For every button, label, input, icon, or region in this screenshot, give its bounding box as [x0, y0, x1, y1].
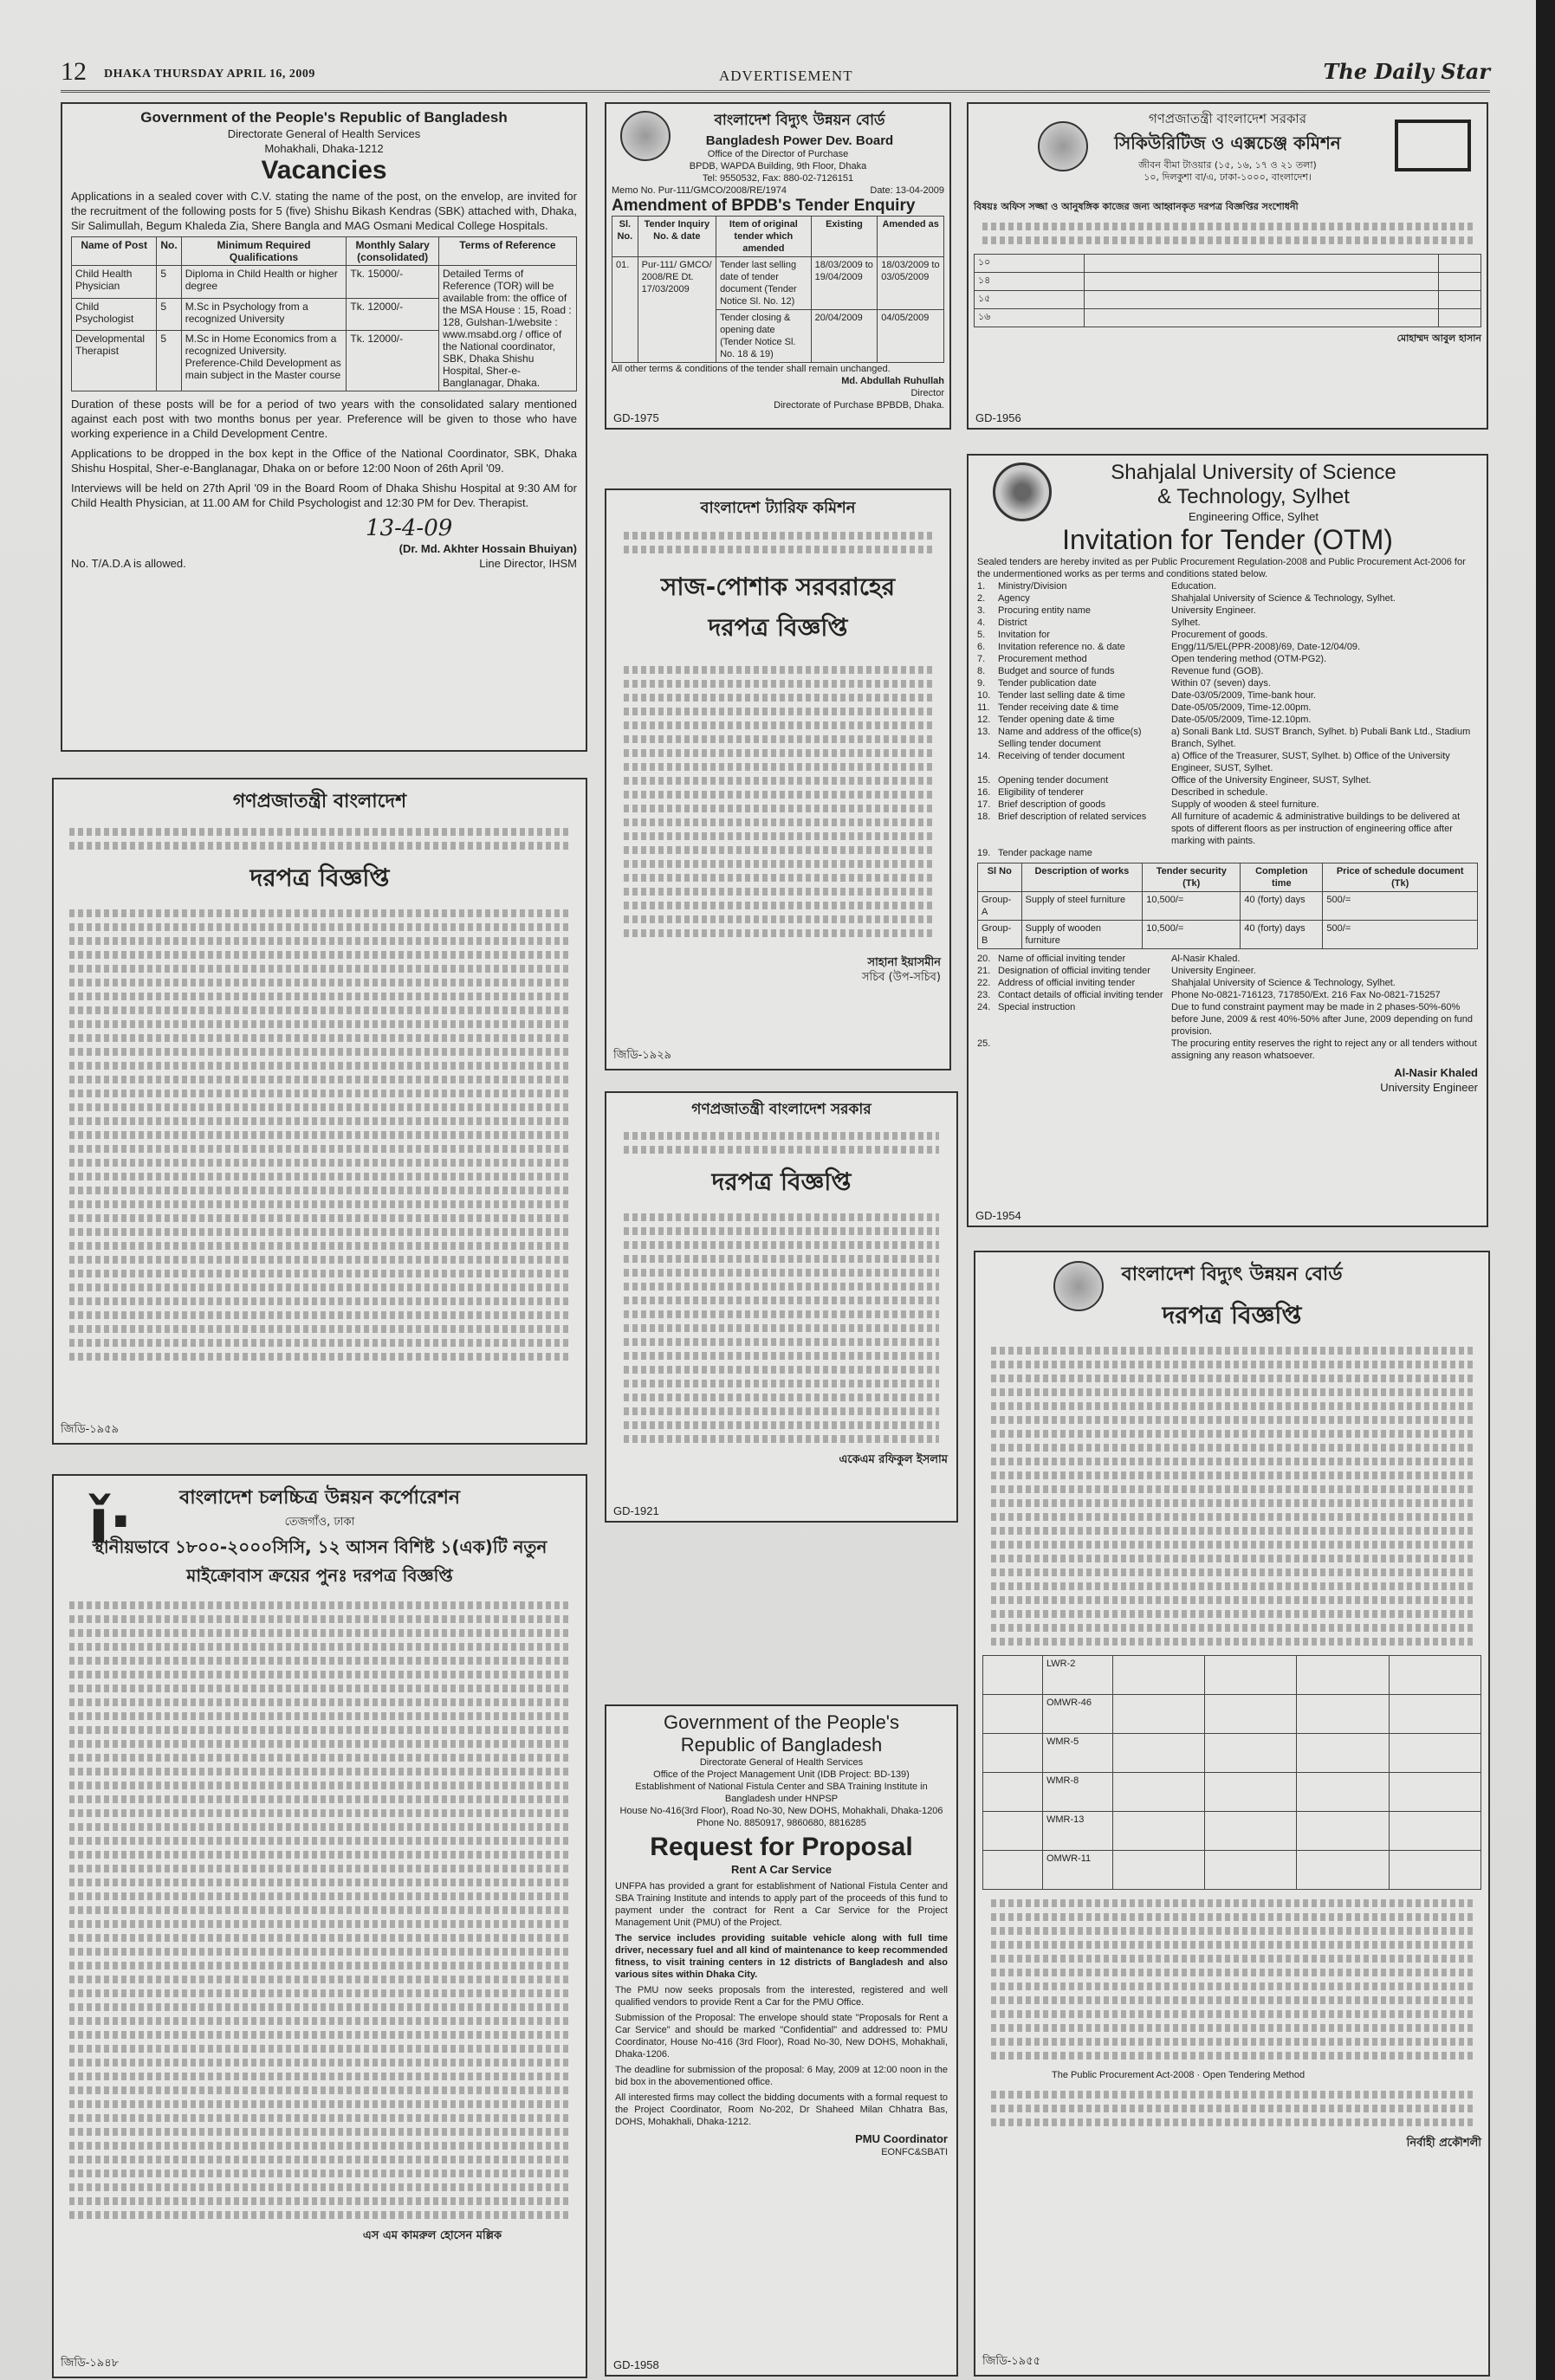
sec-name: সিকিউরিটিজ ও এক্সচেঞ্জ কমিশন	[1114, 133, 1341, 153]
scan-edge	[1536, 0, 1555, 2380]
field-label: District	[998, 618, 1027, 628]
cell: 500/=	[1323, 921, 1478, 949]
vac-title: Vacancies	[261, 156, 387, 184]
field-row	[977, 1038, 1478, 1062]
sust-intro: Sealed tenders are hereby invited as per Public Procurement Regulation-2008 and Public Procurement Act-2006 for the undermentioned works as per terms and conditions stated below.	[977, 557, 1466, 579]
field-num: 9.	[977, 678, 986, 689]
rfp-p5: The deadline for submission of the proposal: 6 May, 2009 at 12:00 noon in the bid box in the abovementioned office.	[615, 2065, 948, 2087]
field-label: Opening tender document	[998, 775, 1109, 786]
cell: WMR-8	[1043, 1773, 1113, 1812]
field-row	[977, 989, 1478, 1001]
jh-title: দরপত্র বিজ্ঞপ্তি	[711, 1167, 852, 1196]
field-value: Due to fund constraint payment may be made in 2 phases-50%-60% before June, 2009 & rest 40%-50% after June, 2009 depending on fund provision.	[1171, 1002, 1473, 1037]
law-text: The Public Procurement Act-2008	[1052, 2070, 1195, 2080]
field-num: 19.	[977, 848, 991, 858]
field-num: 8.	[977, 666, 986, 676]
vac-signer: (Dr. Md. Akhter Hossain Bhuiyan)	[398, 542, 577, 555]
table-row	[975, 291, 1481, 309]
field-row	[977, 977, 1478, 989]
bpdb-addr: BPDB, WAPDA Building, 9th Floor, Dhaka	[689, 161, 867, 171]
sust-title: Invitation for Tender (OTM)	[1062, 524, 1393, 555]
field-value: University Engineer.	[1171, 966, 1256, 976]
field-label	[998, 1038, 1171, 1062]
vac-signer-title: Line Director, IHSM	[479, 557, 577, 570]
field-value	[1171, 847, 1478, 859]
jhenaidah-tender-ad	[605, 1091, 958, 1523]
th: Description of works	[1021, 863, 1143, 892]
cell: 5	[157, 331, 181, 391]
bpdb-office: Office of the Director of Purchase	[707, 149, 849, 159]
field-row	[977, 629, 1478, 641]
field-num: 22.	[977, 978, 991, 988]
field-num: 7.	[977, 654, 986, 664]
rfp-est: Establishment of National Fistula Center and SBA Training Institute in Bangladesh under HNPSP	[635, 1782, 928, 1804]
jh-signer: একেএম রফিকুল ইসলাম	[839, 1453, 948, 1466]
cell: 04/05/2009	[878, 310, 944, 363]
field-label: Budget and source of funds	[998, 666, 1115, 676]
cell: ১৪	[975, 273, 1085, 291]
table-row	[983, 1773, 1481, 1812]
th: Existing	[811, 217, 878, 257]
field-label: Brief description of goods	[998, 799, 1106, 810]
bfdc-title1: স্থানীয়ভাবে ১৮০০-২০০০সিসি, ১২ আসন বিশিষ্ট ১(এক)টি নতুন	[92, 1536, 547, 1557]
rfp-p1: UNFPA has provided a grant for establishment of National Fistula Center and SBA Training Institute and intends to apply part of the proceeds of this fund to payment under the contract for Rent a Car Service for the Project Management Unit (PMU) of the Project.	[615, 1881, 948, 1928]
rfp-gov2: Republic of Bangladesh	[680, 1734, 883, 1756]
vac-p1: Duration of these posts will be for a period of two years with the consolidated salary mentioned against each post with two months bonus per year. Preference will be given to those who have working experience in a Child Development Centre.	[71, 398, 577, 440]
package-table	[977, 863, 1478, 949]
field-value: Revenue fund (GOB).	[1171, 666, 1264, 676]
th-terms: Terms of Reference	[439, 237, 577, 266]
field-value: Shahjalal University of Science & Technology, Sylhet.	[1171, 593, 1396, 604]
rfp-ad	[605, 1704, 958, 2377]
th: Tender security (Tk)	[1143, 863, 1241, 892]
th: Sl. No.	[612, 217, 638, 257]
field-value: Sylhet.	[1171, 618, 1201, 628]
sust-logo-icon	[993, 462, 1052, 521]
cell: Tender closing & opening date (Tender Notice Sl. No. 18 & 19)	[716, 310, 812, 363]
sust-name1: Shahjalal University of Science	[1111, 461, 1396, 484]
bfdc-title2: মাইক্রোবাস ক্রয়ের পুনঃ দরপত্র বিজ্ঞপ্তি	[186, 1565, 453, 1586]
table-row	[978, 892, 1478, 921]
bpdb-name: Bangladesh Power Dev. Board	[705, 133, 894, 148]
field-label: Agency	[998, 593, 1030, 604]
sust-fields-list	[977, 580, 1478, 859]
cell: Tk. 15000/-	[347, 266, 439, 299]
field-value: The procuring entity reserves the right to reject any or all tenders without assigning any reason whatsoever.	[1171, 1038, 1477, 1061]
cell: Supply of steel furniture	[1021, 892, 1143, 921]
rfp-p2: The service includes providing suitable vehicle along with full time driver, necessary fuel and all kind of maintenance to keep recommended fitness, to visit training centers in 12 districts of Bangladesh and also various sites within Dhaka City.	[615, 1933, 948, 1980]
cell: ১৬	[975, 309, 1085, 327]
field-row	[977, 605, 1478, 617]
field-value: Al-Nasir Khaled.	[1171, 954, 1241, 964]
bpdb-bn-emblem-icon	[1053, 1261, 1104, 1311]
bfdc-sub: তেজগাঁও, ঢাকা	[284, 1516, 355, 1529]
cell: OMWR-46	[1043, 1695, 1113, 1734]
field-label: Invitation for	[998, 630, 1050, 640]
field-row	[977, 965, 1478, 977]
field-label: Name and address of the office(s) Selling tender document	[998, 727, 1142, 749]
field-label: Tender receiving date & time	[998, 702, 1119, 713]
field-num: 10.	[977, 690, 991, 701]
field-value: Open tendering method (OTM-PG2).	[1171, 654, 1327, 664]
cell: 40 (forty) days	[1241, 921, 1323, 949]
field-num: 17.	[977, 799, 991, 810]
sust-tender-ad	[967, 454, 1488, 1227]
bfdc-gd: জিডি-১৯৪৮	[61, 2357, 120, 2370]
rfp-addr: House No-416(3rd Floor), Road No-30, New DOHS, Mohakhali, Dhaka-1206	[619, 1806, 943, 1816]
bpdb-emblem-icon	[620, 111, 671, 161]
field-label: Receiving of tender document	[998, 751, 1125, 761]
masthead: The Daily Star	[1323, 59, 1490, 84]
th-post: Name of Post	[72, 237, 157, 266]
table-row	[978, 921, 1478, 949]
rfp-sub: Rent A Car Service	[730, 1863, 833, 1876]
bpdb-bn-name: বাংলাদেশ বিদ্যুৎ উন্নয়ন বোর্ড	[1121, 1264, 1343, 1285]
section-title: ADVERTISEMENT	[719, 68, 853, 84]
field-row	[977, 953, 1478, 965]
sec-gov: গণপ্রজাতন্ত্রী বাংলাদেশ সরকার	[1148, 111, 1307, 126]
cell: M.Sc in Psychology from a recognized University	[181, 298, 347, 331]
field-num: 12.	[977, 715, 991, 725]
field-row	[977, 653, 1478, 665]
cell: 01.	[612, 257, 638, 363]
vac-p2: Applications to be dropped in the box kept in the Office of the National Coordinator, SBK, Dhaka Shishu Hospital, Sher-e-Banglanagar, Dhaka on or before 12:00 Noon of 26th April '09.	[71, 447, 577, 475]
field-row	[977, 677, 1478, 689]
sec-addr2: ১০, দিলকুশা বা/এ, ঢাকা-১০০০, বাংলাদেশ।	[1144, 171, 1312, 183]
sec-notice-ad	[967, 102, 1488, 430]
sec-gd: GD-1956	[975, 411, 1021, 424]
rfp-p3: The PMU now seeks proposals from the interested, registered and well qualified vendors to provide Rent a Car for the PMU Office.	[615, 1985, 948, 2008]
cell: Group-A	[978, 892, 1022, 921]
field-num: 13.	[977, 727, 991, 737]
bpdb-amendment-ad	[605, 102, 951, 430]
cell: 5	[157, 266, 181, 299]
sust-name2: & Technology, Sylhet	[1157, 485, 1350, 508]
sust-signer: Al-Nasir Khaled	[1394, 1066, 1478, 1079]
page-number: 12	[61, 57, 87, 86]
amend-table	[612, 216, 944, 363]
field-num: 1.	[977, 581, 986, 592]
vac-tada: No. T/A.D.A is allowed.	[71, 557, 186, 570]
vacancies-ad	[61, 102, 587, 752]
btc-signer-title: সচিব (উপ-সচিব)	[861, 971, 941, 984]
field-row	[977, 750, 1478, 774]
sec-subject: বিষয়ঃ অফিস সজ্জা ও আনুষঙ্গিক কাজের জন্য আহ্বানকৃত দরপত্র বিজ্ঞপ্তির সংশোধনী	[974, 201, 1299, 212]
field-label: Tender publication date	[998, 678, 1097, 689]
cell: 10,500/=	[1143, 892, 1241, 921]
th: Sl No	[978, 863, 1022, 892]
field-num: 24.	[977, 1002, 991, 1012]
field-row	[977, 641, 1478, 653]
table-row	[983, 1851, 1481, 1890]
cell: ১০	[975, 255, 1085, 273]
bpdb-bn-signer: নির্বাহী প্রকৌশলী	[1406, 2137, 1481, 2150]
cell: 5	[157, 298, 181, 331]
bpdb-bn-law: The Public Procurement Act-2008 · Open Tendering Method	[1052, 2070, 1306, 2080]
th-qual: Minimum Required Qualifications	[181, 237, 347, 266]
rfp-office: Office of the Project Management Unit (IDB Project: BD-139)	[653, 1769, 910, 1780]
bpdb-title: Amendment of BPDB's Tender Enquiry	[612, 197, 916, 215]
bpdb-memo: Memo No. Pur-111/GMCO/2008/RE/1974	[612, 185, 787, 196]
bpdb-bn-tender-ad	[974, 1251, 1490, 2377]
lot-table	[982, 1655, 1481, 1890]
rfp-gd: GD-1958	[613, 2358, 659, 2371]
bpdb-signer-title: Director	[910, 388, 944, 398]
bpdb-footnote: All other terms & conditions of the tender shall remain unchanged.	[612, 364, 891, 374]
th: Completion time	[1241, 863, 1323, 892]
field-row	[977, 847, 1478, 859]
field-value: Education.	[1171, 581, 1216, 592]
table-row	[975, 255, 1481, 273]
field-value: Office of the University Engineer, SUST, Sylhet.	[1171, 775, 1371, 786]
cell: Tender last selling date of tender document (Tender Notice Sl. No. 12)	[716, 257, 812, 310]
th-salary: Monthly Salary (consolidated)	[347, 237, 439, 266]
cell: Tk. 12000/-	[347, 331, 439, 391]
field-label: Procurement method	[998, 654, 1087, 664]
field-label: Tender last selling date & time	[998, 690, 1125, 701]
vac-signature: 13-4-09	[366, 515, 453, 541]
vacancy-table	[71, 236, 577, 391]
field-num: 15.	[977, 775, 991, 786]
field-value: Phone No-0821-716123, 717850/Ext. 216 Fax No-0821-715257	[1171, 990, 1441, 1000]
field-value: Within 07 (seven) days.	[1171, 678, 1271, 689]
cell: 10,500/=	[1143, 921, 1241, 949]
field-label: Tender package name	[998, 848, 1092, 858]
cell: Developmental Therapist	[72, 331, 157, 391]
field-row	[977, 799, 1478, 811]
vac-p3: Interviews will be held on 27th April '09 in the Board Room of Dhaka Shishu Hospital at 9:30 AM for Child Health Physician, at 11.00 AM for Child Psychologist and 12:30 PM for Dev. Therapist.	[71, 482, 577, 509]
forest-tender-ad	[52, 778, 587, 1445]
field-num: 23.	[977, 990, 991, 1000]
field-num: 16.	[977, 787, 991, 798]
field-row	[977, 702, 1478, 714]
field-value: Procurement of goods.	[1171, 630, 1268, 640]
table-row	[975, 273, 1481, 291]
cell: WMR-13	[1043, 1812, 1113, 1851]
field-label: Address of official inviting tender	[998, 978, 1136, 988]
cell: 20/04/2009	[811, 310, 878, 363]
rfp-title: Request for Proposal	[650, 1833, 913, 1861]
table-row	[983, 1812, 1481, 1851]
field-value: Date-05/05/2009, Time-12.10pm.	[1171, 715, 1312, 725]
th: Price of schedule document (Tk)	[1323, 863, 1478, 892]
rfp-p6: All interested firms may collect the bidding documents with a formal request to the Project Coordinator, Room No-202, Dr Shaheed Milan Chhatra Bas, DOHS, Mohakhali, Dhaka-1212.	[615, 2092, 948, 2127]
field-num: 21.	[977, 966, 991, 976]
cell: 40 (forty) days	[1241, 892, 1323, 921]
terms-cell: Detailed Terms of Reference (TOR) will be available from: the office of the MSA House : 15, Road : 128, Gulshan-1/website : www.msabd.org / office of the National coordinator, SBK, Dhaka Shishu Hospital, Sher-e-Banglanagar, Dhaka.	[439, 266, 577, 391]
law2-text: Open Tendering Method	[1202, 2070, 1306, 2080]
bpdb-tel: Tel: 9550532, Fax: 880-02-7126151	[702, 173, 854, 184]
cell: Pur-111/ GMCO/ 2008/RE Dt. 17/03/2009	[638, 257, 716, 363]
table-row	[983, 1695, 1481, 1734]
bpdb-date: Date: 13-04-2009	[870, 185, 944, 196]
field-label: Procuring entity name	[998, 605, 1091, 616]
cell: 18/03/2009 to 03/05/2009	[878, 257, 944, 310]
field-value: Supply of wooden & steel furniture.	[1171, 799, 1319, 810]
vac-dept: Directorate General of Health Services	[227, 127, 421, 140]
tariff-commission-ad	[605, 488, 951, 1070]
sust-fields2-list	[977, 953, 1478, 1062]
field-num: 18.	[977, 812, 991, 822]
cell: Tk. 12000/-	[347, 298, 439, 331]
sust-office: Engineering Office, Sylhet	[1188, 510, 1319, 523]
cell: 18/03/2009 to 19/04/2009	[811, 257, 878, 310]
cell: Child Psychologist	[72, 298, 157, 331]
rfp-phone: Phone No. 8850917, 9860680, 8816285	[697, 1818, 866, 1828]
bpdb-gd: GD-1975	[613, 411, 659, 424]
sust-signer-title: University Engineer	[1380, 1081, 1478, 1094]
field-value: a) Office of the Treasurer, SUST, Sylhet. b) Office of the University Engineer, SUST, Sylhet.	[1171, 751, 1450, 773]
rfp-signer-sub: EONFC&SBATI	[881, 2147, 948, 2157]
bfdc-logo-icon: ǐ·	[88, 1486, 133, 1557]
table-row	[612, 257, 944, 310]
btc-gd: জিডি-১৯২৯	[613, 1049, 672, 1062]
forest-gd: জিডি-১৯৫৯	[61, 1423, 120, 1436]
th: Item of original tender which amended	[716, 217, 812, 257]
vac-intro: Applications in a sealed cover with C.V. stating the name of the post, on the envelop, are invited for the recruitment of the following posts for 5 (five) Shishu Bikash Kendras (SBK) attached with, Dhaka, Sir Salimullah, Begum Khaleda Zia, Shere Bangla and MAG Osmani Medical College Hospitals.	[71, 190, 577, 232]
field-row	[977, 665, 1478, 677]
bpdb-signer-office: Directorate of Purchase BPBDB, Dhaka.	[774, 400, 944, 411]
field-label: Eligibility of tenderer	[998, 787, 1085, 798]
cell: OMWR-11	[1043, 1851, 1113, 1890]
field-row	[977, 592, 1478, 605]
sec-signer: মোহাম্মদ আবুল হাসান	[1396, 333, 1481, 344]
jh-gd: GD-1921	[613, 1504, 659, 1517]
table-row	[72, 266, 577, 299]
th-no: No.	[157, 237, 181, 266]
field-num: 11.	[977, 702, 990, 713]
cell: Diploma in Child Health or higher degree	[181, 266, 347, 299]
field-num: 4.	[977, 618, 986, 628]
bpdb-bn-name: বাংলাদেশ বিদ্যুৎ উন্নয়ন বোর্ড	[714, 112, 885, 129]
field-row	[977, 774, 1478, 786]
field-label: Ministry/Division	[998, 581, 1067, 592]
vac-addr: Mohakhali, Dhaka-1212	[264, 142, 384, 155]
field-row	[977, 617, 1478, 629]
field-value: Date-03/05/2009, Time-bank hour.	[1171, 690, 1316, 701]
btc-name: বাংলাদেশ ট্যারিফ কমিশন	[700, 499, 856, 517]
field-label: Name of official inviting tender	[998, 954, 1126, 964]
bfdc-name: বাংলাদেশ চলচ্চিত্র উন্নয়ন কর্পোরেশন	[178, 1487, 461, 1509]
table-row	[983, 1656, 1481, 1695]
page-header	[61, 54, 1490, 93]
rfp-p4: Submission of the Proposal: The envelope should state "Proposals for Rent a Car Service" and should be marked "Confidential" and addressed to: PMU Coordinator, House No-416 (3rd Floor), Road No-30, New DOHS, Mohakhali, Dhaka-1206.	[615, 2013, 948, 2060]
field-num: 25.	[977, 1038, 991, 1049]
jh-gov: গণপ্রজাতন্ত্রী বাংলাদেশ সরকার	[691, 1101, 871, 1118]
field-value: Engg/11/5/EL(PPR-2008)/69, Date-12/04/09.	[1171, 642, 1361, 652]
forest-gov: গণপ্রজাতন্ত্রী বাংলাদেশ	[232, 791, 407, 812]
th: Tender Inquiry No. & date	[638, 217, 716, 257]
sec-logo-icon	[1395, 120, 1471, 171]
forest-title: দরপত্র বিজ্ঞপ্তি	[249, 863, 390, 892]
th: Amended as	[878, 217, 944, 257]
cell: LWR-2	[1043, 1656, 1113, 1695]
sec-table	[974, 254, 1481, 327]
field-label: Designation of official inviting tender	[998, 966, 1150, 976]
bpdb-signer: Md. Abdullah Ruhullah	[841, 376, 944, 386]
btc-title1: সাজ-পোশাক সরবরাহের	[660, 572, 896, 601]
dateline: DHAKA THURSDAY APRIL 16, 2009	[104, 68, 315, 81]
govt-emblem-icon	[1038, 121, 1088, 171]
field-row	[977, 811, 1478, 847]
rfp-signer: PMU Coordinator	[855, 2132, 948, 2145]
btc-signer: সাহানা ইয়াসমীন	[867, 956, 941, 969]
field-label: Special instruction	[998, 1002, 1076, 1012]
btc-title2: দরপত্র বিজ্ঞপ্তি	[708, 613, 848, 642]
field-label: Invitation reference no. & date	[998, 642, 1125, 652]
field-num: 20.	[977, 954, 991, 964]
field-value: a) Sonali Bank Ltd. SUST Branch, Sylhet. b) Pubali Bank Ltd., Stadium Branch, Sylhet.	[1171, 727, 1471, 749]
cell: Supply of wooden furniture	[1021, 921, 1143, 949]
field-num: 5.	[977, 630, 986, 640]
cell: M.Sc in Home Economics from a recognized University. Preference-Child Development as main subject in the Master course	[181, 331, 347, 391]
cell: Group-B	[978, 921, 1022, 949]
cell: WMR-5	[1043, 1734, 1113, 1773]
field-value: Shahjalal University of Science & Technology, Sylhet.	[1171, 978, 1396, 988]
field-num: 14.	[977, 751, 991, 761]
field-num: 2.	[977, 593, 986, 604]
field-value: All furniture of academic & administrative buildings to be delivered at spots of different floors as per instruction of engineering office after marking with paints.	[1171, 812, 1461, 846]
cell: ১৫	[975, 291, 1085, 309]
cell: 500/=	[1323, 892, 1478, 921]
bpdb-bn-title: দরপত্র বিজ্ঞপ্তি	[1162, 1301, 1302, 1329]
field-row	[977, 786, 1478, 799]
field-row	[977, 689, 1478, 702]
sust-gd: GD-1954	[975, 1209, 1021, 1222]
field-label: Brief description of related services	[998, 812, 1147, 822]
bfdc-tender-ad	[52, 1474, 587, 2378]
sec-addr: জীবন বীমা টাওয়ার (১৫, ১৬, ১৭ ও ২১ তলা)	[1138, 159, 1317, 171]
field-label: Contact details of official inviting tender	[998, 990, 1163, 1000]
field-value: University Engineer.	[1171, 605, 1256, 616]
vac-gov: Government of the People's Republic of Bangladesh	[140, 109, 508, 126]
rfp-gov1: Government of the People's	[663, 1711, 900, 1733]
field-num: 3.	[977, 605, 986, 616]
field-value: Date-05/05/2009, Time-12.00pm.	[1171, 702, 1312, 713]
field-row	[977, 580, 1478, 592]
field-value: Described in schedule.	[1171, 787, 1268, 798]
field-num: 6.	[977, 642, 986, 652]
bfdc-signer: এস এম কামরুল হোসেন মল্লিক	[362, 2229, 502, 2242]
rfp-dept: Directorate General of Health Services	[699, 1757, 864, 1768]
field-row	[977, 726, 1478, 750]
cell: Child Health Physician	[72, 266, 157, 299]
table-row	[983, 1734, 1481, 1773]
field-row	[977, 714, 1478, 726]
bpdb-bn-gd: জিডি-১৯৫৫	[982, 2355, 1041, 2368]
field-label: Tender opening date & time	[998, 715, 1115, 725]
table-row	[975, 309, 1481, 327]
field-row	[977, 1001, 1478, 1038]
